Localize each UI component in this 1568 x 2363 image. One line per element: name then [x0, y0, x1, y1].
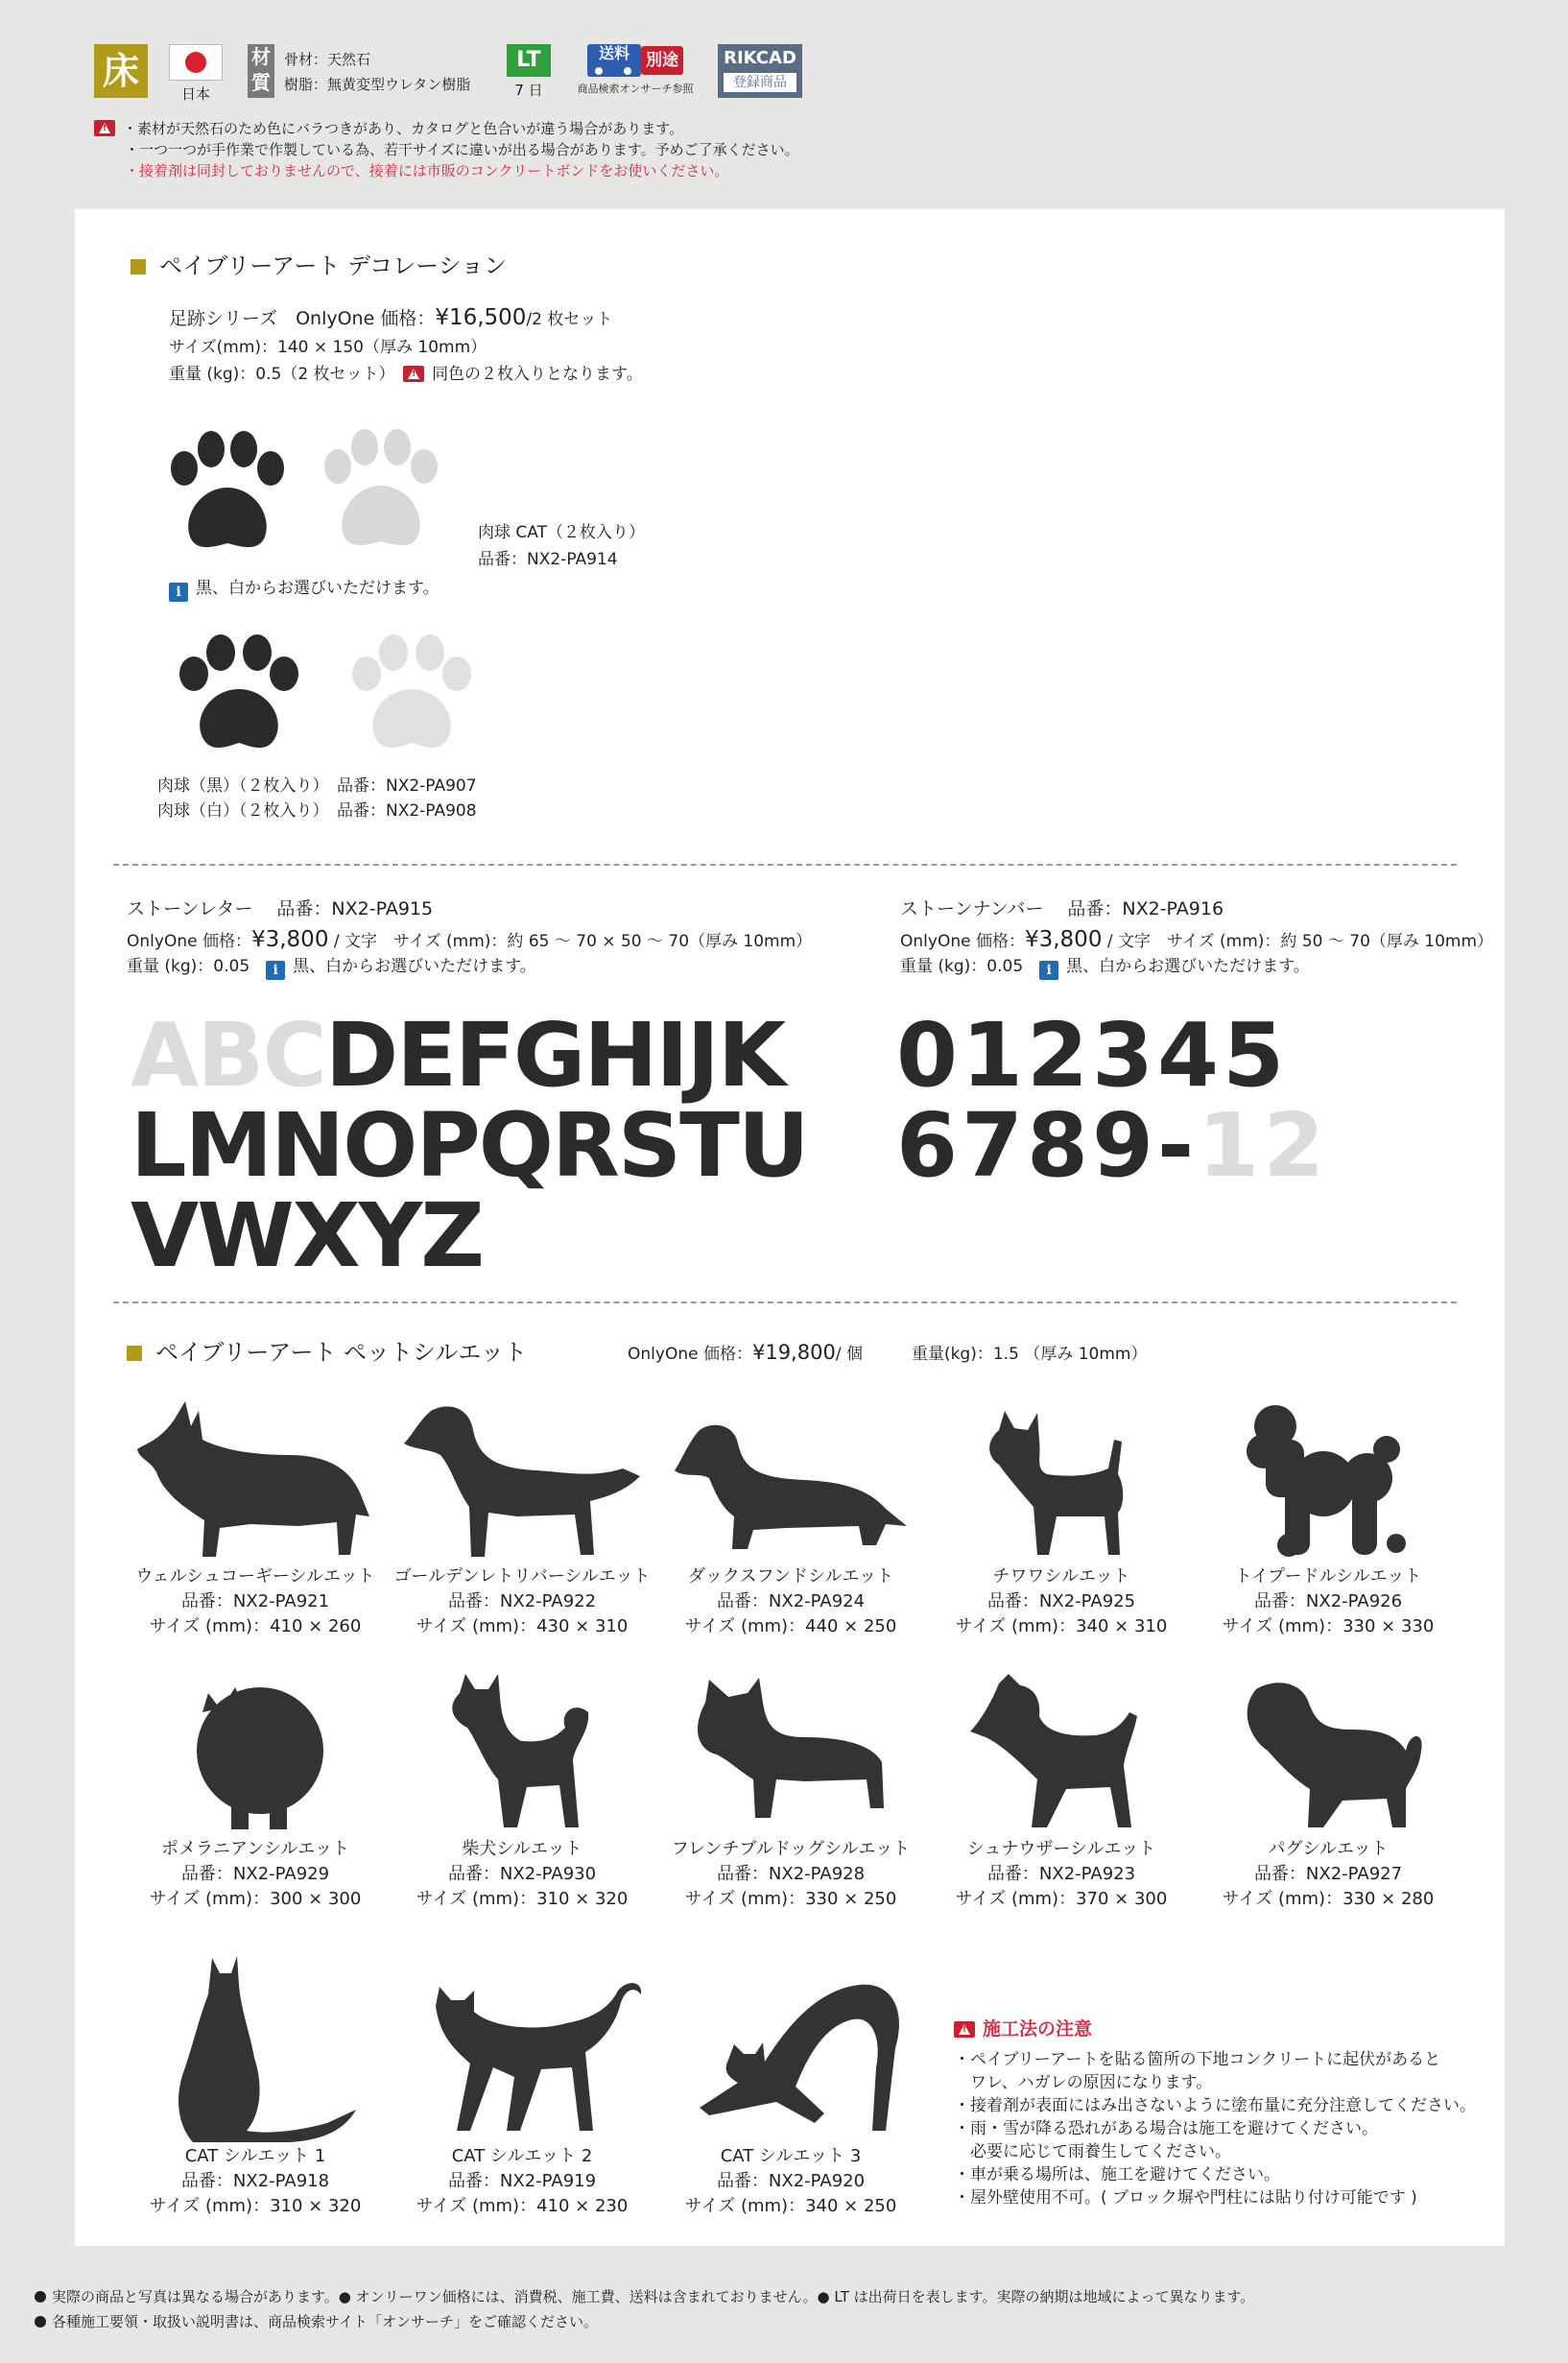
info-icon: i — [1039, 961, 1058, 980]
divider — [113, 1301, 1457, 1303]
pet-item: ポメラニアンシルエット 品番：NX2-PA929 サイズ (mm)：300 × 300 — [121, 1674, 390, 1912]
note-line: ・一つ一つが手作業で作製している為、若干サイズに違いが出る場合があります。予めご了承ください。 — [125, 141, 799, 158]
footer-line-2: 各種施工要領・取扱い説明書は、商品検索サイト「オンサーチ」をご確認ください。 — [35, 2311, 598, 2332]
pet-section-title: ペイブリーアート ペットシルエット — [127, 1338, 527, 1367]
paw-cat-white-image — [309, 428, 453, 562]
divider — [113, 864, 1457, 866]
section-marker-icon — [127, 1346, 142, 1361]
letters-row-1: ABCDEFGHIJK — [131, 1004, 785, 1107]
stone-letter-specs: ストーンレター 品番：NX2-PA915 OnlyOne 価格：¥3,800 / 文字 サイズ (mm)：約 65 ～ 70 × 50 ～ 70（厚み 10mm） 重量 (kg)：0.05 i 黒、白からお選びいただけます。 — [127, 898, 813, 978]
rikcad-badge: RIKCAD 登録商品 — [718, 44, 802, 98]
country-label: 日本 — [180, 85, 210, 103]
frenchbulldog-silhouette-icon — [671, 1674, 911, 1837]
paw-cat-black-image — [155, 430, 299, 564]
paw-white-image — [340, 628, 484, 762]
dachshund-silhouette-icon — [671, 1401, 911, 1564]
paw-codes: 肉球（黒）（２枚入り） 品番：NX2-PA907 肉球（白）（２枚入り） 品番：NX2-PA908 — [157, 776, 477, 821]
deco-price: ¥16,500 — [435, 305, 527, 330]
section-marker-icon — [131, 259, 146, 274]
pet-item: チワワシルエット 品番：NX2-PA925 サイズ (mm)：340 × 310 — [927, 1401, 1196, 1639]
note-line: ・接着剤は同封しておりませんので、接着には市販のコンクリートボンドをお使いください。 — [125, 162, 729, 179]
floor-icon: 床 — [94, 44, 148, 98]
pug-silhouette-icon — [1208, 1674, 1448, 1837]
numbers-row-1: 012345 — [896, 1004, 1289, 1107]
pet-price: OnlyOne 価格：¥19,800/ 個 重量(kg)：1.5 （厚み 10mm） — [628, 1341, 1148, 1364]
chihuahua-silhouette-icon — [941, 1401, 1181, 1564]
bullet-icon — [35, 2291, 46, 2303]
pet-item: ウェルシュコーギーシルエット 品番：NX2-PA921 サイズ (mm)：410 × 260 — [121, 1401, 390, 1639]
truck-icon: 送料 — [587, 44, 641, 77]
color-note: i 黒、白からお選びいただけます。 — [169, 578, 440, 602]
material-text: 骨材：天然石 樹脂：無黄変型ウレタン樹脂 — [284, 51, 471, 93]
bullet-icon — [35, 2316, 46, 2327]
construction-title: !施工法の注意 — [954, 2016, 1476, 2042]
shiba-silhouette-icon — [402, 1674, 642, 1837]
pet-item: フレンチブルドッグシルエット 品番：NX2-PA928 サイズ (mm)：330 × 250 — [656, 1674, 925, 1912]
material-icon: 材 質 — [248, 44, 274, 98]
header-notes — [94, 119, 799, 180]
pet-item: ゴールデンレトリバーシルエット 品番：NX2-PA922 サイズ (mm)：430 × 310 — [388, 1401, 656, 1639]
cat-paw-info: 肉球 CAT（２枚入り） 品番：NX2-PA914 — [478, 523, 645, 569]
warning-icon — [954, 2021, 975, 2038]
corgi-silhouette-icon — [135, 1401, 375, 1564]
pet-item: CAT シルエット 3 品番：NX2-PA920 サイズ (mm)：340 × 250 — [656, 1952, 925, 2219]
construction-notes: !施工法の注意 ・ペイブリーアートを貼る箇所の下地コンクリートに起伏があると ワレ、ハガレの原因になります。 ・接着剤が表面にはみ出さないように塗布量に充分注意してください。 ・雨・雪が降る恐れがある場合は施工を避けてください。 必要に応じて雨養生してください。 ・車が乗る場所は、施工を避けてください。 ・屋外壁使用不可。( ブロック塀や門柱には貼り付け可能です ) — [954, 2016, 1476, 2209]
info-icon: i — [169, 583, 188, 602]
schnauzer-silhouette-icon — [941, 1674, 1181, 1837]
cat-walking-silhouette-icon — [397, 1952, 647, 2144]
shipping-block: 送料 別途 商品検索オンサーチ参照 — [577, 44, 694, 95]
retriever-silhouette-icon — [402, 1401, 642, 1564]
cat-sitting-silhouette-icon — [135, 1952, 375, 2144]
info-icon: i — [266, 961, 285, 980]
poodle-silhouette-icon — [1208, 1401, 1448, 1564]
numbers-row-2: 6789-12 — [896, 1094, 1329, 1197]
letters-row-2: LMNOPQRSTU — [131, 1094, 808, 1197]
letters-row-3: VWXYZ — [131, 1184, 483, 1287]
pomeranian-silhouette-icon — [135, 1674, 375, 1837]
country-block — [169, 44, 223, 104]
pet-item: パグシルエット 品番：NX2-PA927 サイズ (mm)：330 × 280 — [1194, 1674, 1462, 1912]
pet-item: ダックスフンドシルエット 品番：NX2-PA924 サイズ (mm)：440 × 250 — [656, 1401, 925, 1639]
decoration-section-title: ペイブリーアート デコレーション — [131, 251, 507, 280]
pet-item: 柴犬シルエット 品番：NX2-PA930 サイズ (mm)：310 × 320 — [388, 1674, 656, 1912]
cat-stretching-silhouette-icon — [671, 1952, 911, 2144]
pet-item: CAT シルエット 2 品番：NX2-PA919 サイズ (mm)：410 × 230 — [388, 1952, 656, 2219]
lead-time-block: LT 7 日 — [505, 44, 553, 100]
pet-item: トイプードルシルエット 品番：NX2-PA926 サイズ (mm)：330 × 330 — [1194, 1401, 1462, 1639]
lt-icon: LT — [507, 44, 551, 77]
note-line: !・素材が天然石のため色にバラつきがあり、カタログと色合いが違う場合があります。 — [94, 119, 799, 138]
warning-icon — [94, 120, 115, 136]
stone-number-specs: ストーンナンバー 品番：NX2-PA916 OnlyOne 価格：¥3,800 / 文字 サイズ (mm)：約 50 ～ 70（厚み 10mm） 重量 (kg)：0.05 i 黒、白からお選びいただけます。 — [900, 898, 1494, 978]
separate-badge: 別途 — [641, 46, 683, 75]
japan-flag-icon — [169, 44, 223, 81]
footer-line-1: 実際の商品と写真は異なる場合があります。● オンリーワン価格には、消費税、施工費、送料は含まれておりません。● LT は出荷日を表します。実際の納期は地域によって異なります。 — [35, 2286, 1254, 2307]
deco-specs: 足跡シリーズ OnlyOne 価格：¥16,500/2 枚セット サイズ(mm)：140 × 150（厚み 10mm） 重量 (kg)：0.5（2 枚セット） ! 同色の２枚入りとなります。 — [169, 305, 643, 385]
pet-item: CAT シルエット 1 品番：NX2-PA918 サイズ (mm)：310 × 320 — [121, 1952, 390, 2219]
pet-item: シュナウザーシルエット 品番：NX2-PA923 サイズ (mm)：370 × 300 — [927, 1674, 1196, 1912]
paw-black-image — [167, 628, 311, 762]
warning-icon — [403, 366, 424, 382]
